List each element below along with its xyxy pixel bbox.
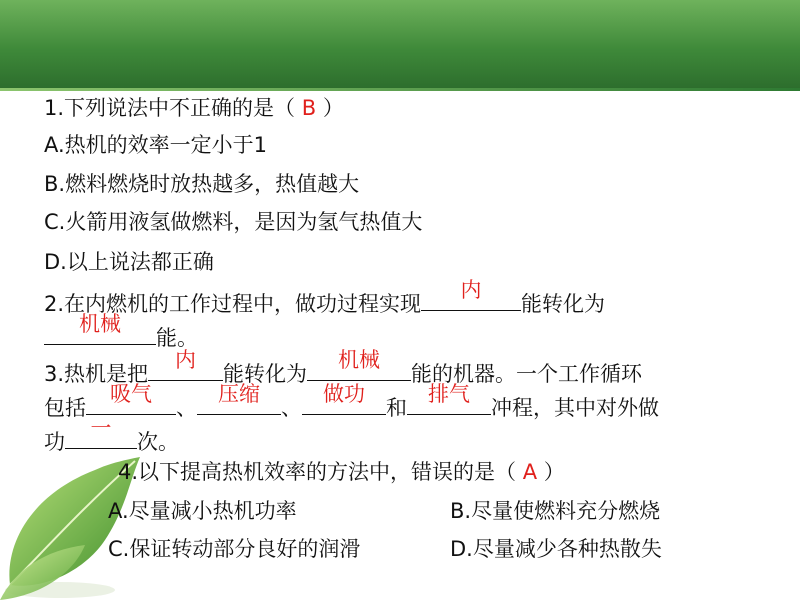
q4-option-d: D.尽量减少各种热散失 <box>450 537 662 561</box>
q1-option-a: A.热机的效率一定小于1 <box>44 133 268 157</box>
q2-answer-1: 内 <box>460 278 482 302</box>
q4-option-b: B.尽量使燃料充分燃烧 <box>450 499 661 523</box>
q3-text-7: 次。 <box>137 430 179 454</box>
q3-text-3: 能的机器。一个工作循环 <box>411 362 643 386</box>
q4-stem-text: 4.以下提高热机效率的方法中，错误的是（ <box>118 460 523 484</box>
q3-blank-7 <box>65 416 137 449</box>
q1-option-b: B.燃料燃烧时放热越多，热值越大 <box>44 172 360 196</box>
q3-blank-6 <box>407 382 491 415</box>
q3-text-6: 功 <box>44 430 65 454</box>
q1-answer: B <box>301 96 317 120</box>
q3-line-3 <box>44 416 179 456</box>
q3-blank-3 <box>86 382 176 415</box>
q1-stem-close: ） <box>316 96 344 120</box>
q2-answer-2: 机械 <box>79 312 121 336</box>
q3-answer-5: 做功 <box>323 382 365 406</box>
q3-sep-1: 、 <box>176 396 197 420</box>
q1-option-d: D.以上说法都正确 <box>44 250 214 274</box>
q3-blank-2 <box>307 348 411 381</box>
q4-answer: A <box>522 460 538 484</box>
q2-text-3: 能。 <box>156 326 198 350</box>
q3-sep-3: 和 <box>386 396 407 420</box>
header-divider <box>0 88 800 91</box>
q3-answer-6: 排气 <box>428 382 470 406</box>
q3-text-2: 能转化为 <box>223 362 308 386</box>
q3-text-4: 包括 <box>44 396 86 420</box>
q1-stem-text: 1.下列说法中不正确的是（ <box>44 96 302 120</box>
q4-stem-close: ） <box>537 460 565 484</box>
q3-blank-1 <box>148 348 223 381</box>
q3-answer-1: 内 <box>175 348 197 372</box>
q2-blank-1 <box>421 278 521 311</box>
q3-text-1: 3.热机是把 <box>44 362 149 386</box>
q4-option-c: C.保证转动部分良好的润滑 <box>108 537 361 561</box>
q3-answer-2: 机械 <box>338 348 381 372</box>
q3-answer-4: 压缩 <box>218 382 260 406</box>
q2-blank-2 <box>44 312 156 345</box>
q4-option-a: A.尽量减小热机功率 <box>108 499 297 523</box>
q3-blank-4 <box>197 382 281 415</box>
q3-blank-5 <box>302 382 386 415</box>
q3-sep-2: 、 <box>281 396 302 420</box>
q2-text-1: 2.在内燃机的工作过程中，做功过程实现 <box>44 292 422 316</box>
q1-option-c: C.火箭用液氢做燃料，是因为氢气热值大 <box>44 210 423 234</box>
q3-answer-3: 吸气 <box>110 382 152 406</box>
header-bar <box>0 0 800 88</box>
q1-stem <box>44 94 344 122</box>
q2-text-2: 能转化为 <box>521 292 606 316</box>
q3-answer-7: 一 <box>90 416 112 440</box>
q3-text-5: 冲程，其中对外做 <box>491 396 659 420</box>
q4-stem <box>118 458 565 486</box>
